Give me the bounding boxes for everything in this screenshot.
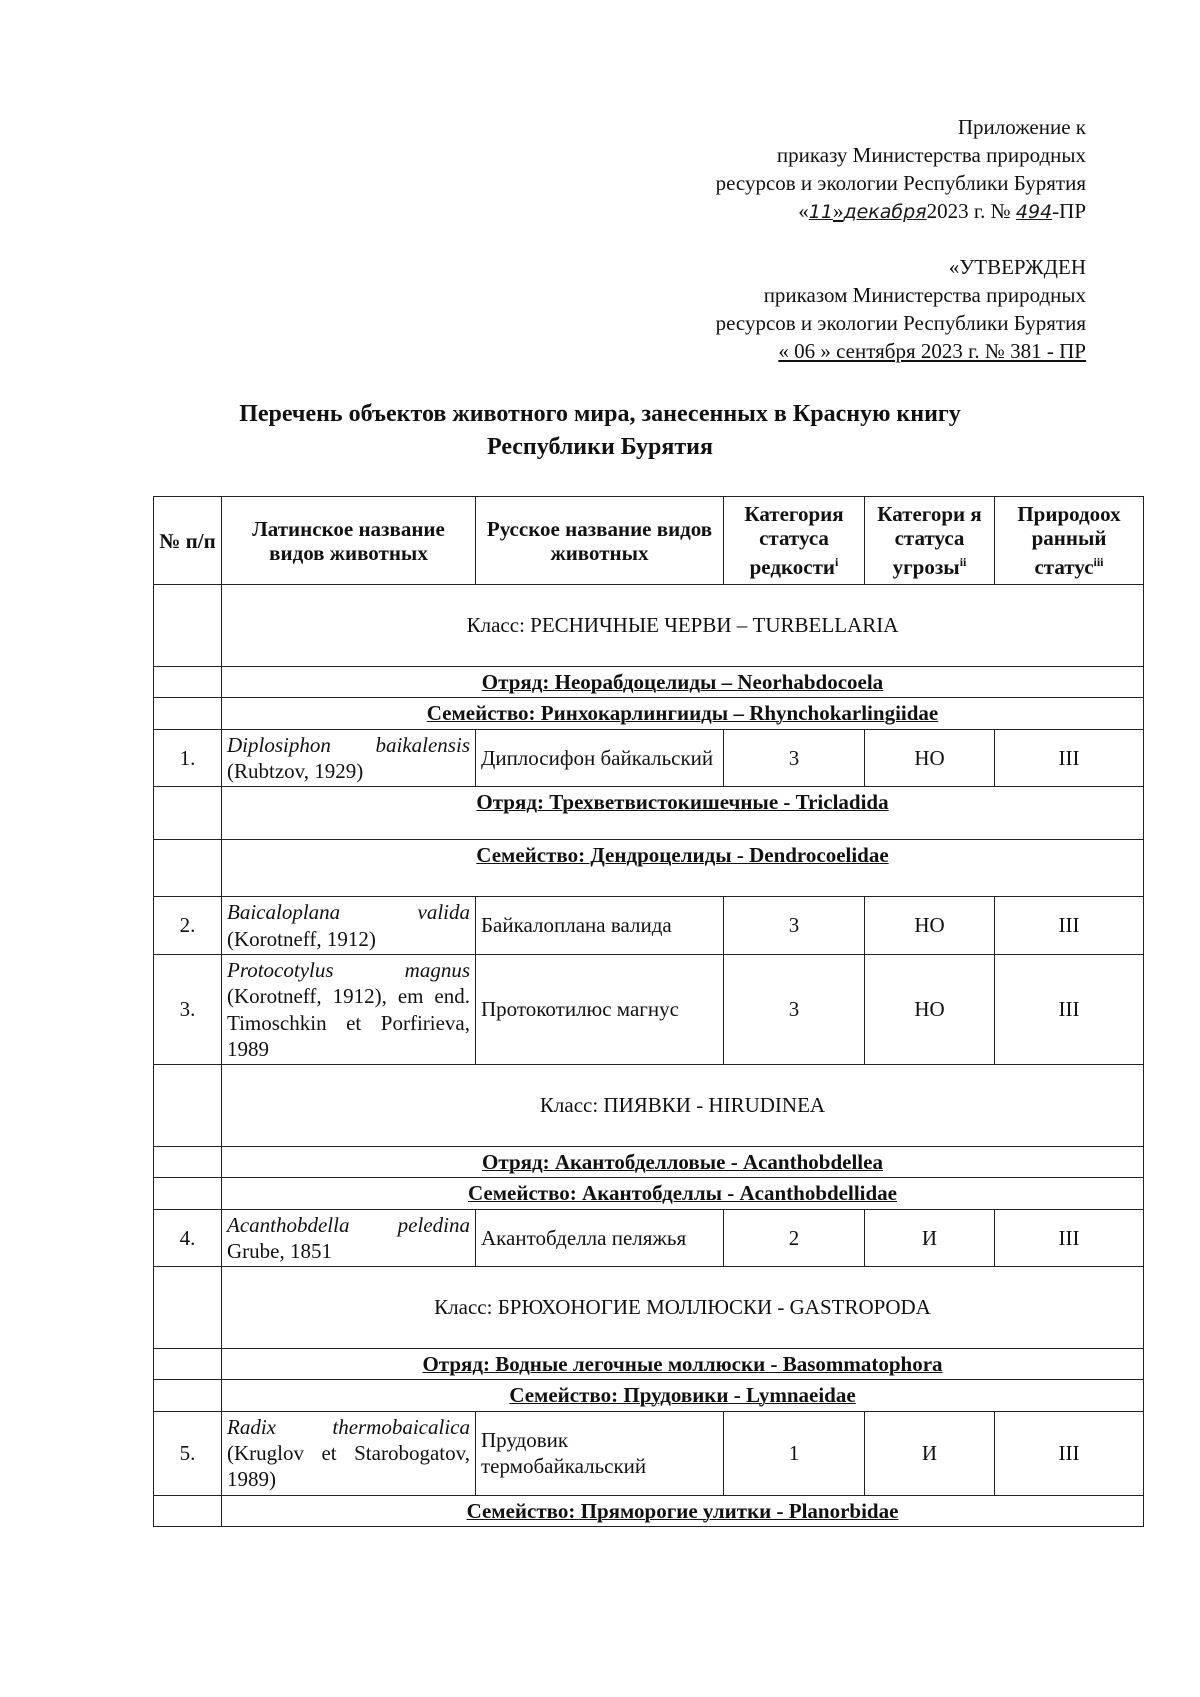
order-row — [154, 1349, 1144, 1380]
empty-num-cell — [154, 1349, 222, 1380]
handwritten-day: 11 — [808, 201, 833, 223]
header-rarity — [724, 497, 865, 585]
threat-category: И — [865, 1209, 995, 1267]
order-row — [154, 1147, 1144, 1178]
order-suffix: -ПР — [1052, 199, 1086, 223]
family-row — [154, 698, 1144, 729]
approved-line-2: приказом Министерства природных — [763, 283, 1086, 307]
latin-name — [222, 1411, 476, 1495]
order-row — [154, 667, 1144, 698]
header-threat-text: Категори я статуса угрозы — [877, 502, 982, 579]
rarity-category: 3 — [724, 955, 865, 1065]
header-rarity-text: Категория статуса редкости — [744, 502, 844, 579]
header-num: № п/п — [154, 497, 222, 585]
date-year: 2023 г. № — [926, 199, 1011, 223]
header-row — [154, 497, 1144, 585]
footnote-ref-ii: ii — [959, 555, 967, 569]
row-number: 5. — [154, 1411, 222, 1495]
species-author: (Korotneff, 1912), em end. Timoschkin et Porfirieva, 1989 — [227, 984, 470, 1061]
appendix-line-2: приказу Министерства природных — [776, 143, 1086, 167]
species-table — [153, 496, 1144, 1527]
appendix-header — [716, 113, 1086, 226]
table-row — [154, 1209, 1144, 1267]
latin-name — [222, 1209, 476, 1267]
russian-name: Диплосифон байкальский — [476, 729, 724, 787]
date-close-quote: » — [832, 199, 844, 223]
species-author: (Korotneff, 1912) — [227, 926, 376, 951]
rarity-category: 1 — [724, 1411, 865, 1495]
approved-date-line: « 06 » сентября 2023 г. № 381 - ПР — [778, 339, 1086, 363]
rarity-category: 3 — [724, 897, 865, 955]
empty-num-cell — [154, 787, 222, 840]
latin-species: Radix thermobaicalica — [227, 1414, 470, 1439]
protection-status: III — [995, 1411, 1144, 1495]
russian-name: Байкалоплана валида — [476, 897, 724, 955]
header-latin: Латинское название видов животных — [222, 497, 476, 585]
order-heading: Отряд: Трехветвистокишечные - Tricladida — [222, 787, 1144, 840]
class-heading: Класс: БРЮХОНОГИЕ МОЛЛЮСКИ - GASTROPODA — [222, 1267, 1144, 1349]
family-row — [154, 1495, 1144, 1526]
protection-status: III — [995, 1209, 1144, 1267]
latin-species: Diplosiphon baikalensis — [227, 732, 470, 757]
order-row — [154, 787, 1144, 840]
table-row — [154, 955, 1144, 1065]
order-heading: Отряд: Акантобделловые - Acanthobdellea — [222, 1147, 1144, 1178]
russian-name: Протокотилюс магнус — [476, 955, 724, 1065]
latin-name — [222, 897, 476, 955]
handwritten-month: декабря — [843, 201, 927, 223]
threat-category: НО — [865, 897, 995, 955]
order-heading: Отряд: Водные легочные моллюски - Basommatophora — [222, 1349, 1144, 1380]
appendix-line-3: ресурсов и экологии Республики Бурятия — [715, 171, 1086, 195]
empty-num-cell — [154, 1380, 222, 1411]
approved-line-3: ресурсов и экологии Республики Бурятия — [715, 311, 1086, 335]
header-russian: Русское название видов животных — [476, 497, 724, 585]
species-author: (Kruglov et Starobogatov, 1989) — [227, 1440, 470, 1492]
species-author: Grube, 1851 — [227, 1238, 332, 1263]
class-heading: Класс: ПИЯВКИ - HIRUDINEA — [222, 1065, 1144, 1147]
family-row — [154, 840, 1144, 897]
russian-name: Акантобделла пеляжья — [476, 1209, 724, 1267]
empty-num-cell — [154, 1495, 222, 1526]
latin-species: Acanthobdella peledina — [227, 1212, 470, 1237]
approved-header — [716, 253, 1086, 365]
threat-category: И — [865, 1411, 995, 1495]
appendix-line-1: Приложение к — [957, 115, 1086, 139]
appendix-date-line — [716, 197, 1086, 226]
protection-status: III — [995, 729, 1144, 787]
approved-line-1: «УТВЕРЖДЕН — [948, 255, 1086, 279]
empty-num-cell — [154, 1267, 222, 1349]
table-row — [154, 1411, 1144, 1495]
header-protection — [995, 497, 1144, 585]
family-heading: Семейство: Ринхокарлингииды – Rhynchokarlingiidae — [222, 698, 1144, 729]
empty-num-cell — [154, 667, 222, 698]
family-heading: Семейство: Дендроцелиды - Dendrocoelidae — [222, 840, 1144, 897]
protection-status: III — [995, 955, 1144, 1065]
empty-num-cell — [154, 1065, 222, 1147]
row-number: 1. — [154, 729, 222, 787]
empty-num-cell — [154, 840, 222, 897]
footnote-ref-iii: iii — [1093, 555, 1104, 569]
header-protection-text: Природоох ранный статус — [1017, 502, 1121, 579]
row-number: 3. — [154, 955, 222, 1065]
table-row — [154, 897, 1144, 955]
document-title — [0, 398, 1200, 464]
table-row — [154, 729, 1144, 787]
species-author: (Rubtzov, 1929) — [227, 758, 364, 783]
row-number: 2. — [154, 897, 222, 955]
empty-num-cell — [154, 698, 222, 729]
class-heading: Класс: РЕСНИЧНЫЕ ЧЕРВИ – TURBELLARIA — [222, 585, 1144, 667]
footnote-ref-i: i — [835, 555, 839, 569]
handwritten-number: 494 — [1015, 201, 1053, 223]
latin-name — [222, 955, 476, 1065]
class-row — [154, 1267, 1144, 1349]
empty-num-cell — [154, 1147, 222, 1178]
family-row — [154, 1178, 1144, 1209]
threat-category: НО — [865, 729, 995, 787]
empty-num-cell — [154, 585, 222, 667]
russian-name: Прудовик термобайкальский — [476, 1411, 724, 1495]
latin-species: Protocotylus magnus — [227, 958, 470, 982]
title-line-2: Республики Бурятия — [486, 434, 713, 460]
protection-status: III — [995, 897, 1144, 955]
family-heading: Семейство: Пряморогие улитки - Planorbidae — [222, 1495, 1144, 1526]
family-row — [154, 1380, 1144, 1411]
row-number: 4. — [154, 1209, 222, 1267]
latin-name — [222, 729, 476, 787]
empty-num-cell — [154, 1178, 222, 1209]
family-heading: Семейство: Акантобделлы - Acanthobdellidae — [222, 1178, 1144, 1209]
family-heading: Семейство: Прудовики - Lymnaeidae — [222, 1380, 1144, 1411]
header-threat — [865, 497, 995, 585]
rarity-category: 2 — [724, 1209, 865, 1267]
threat-category: НО — [865, 955, 995, 1065]
rarity-category: 3 — [724, 729, 865, 787]
title-line-1: Перечень объектов животного мира, занесенных в Красную книгу — [239, 401, 961, 427]
class-row — [154, 1065, 1144, 1147]
order-heading: Отряд: Неорабдоцелиды – Neorhabdocoela — [222, 667, 1144, 698]
date-open-quote: « — [798, 199, 809, 223]
class-row — [154, 585, 1144, 667]
latin-species: Baicaloplana valida — [227, 900, 470, 925]
